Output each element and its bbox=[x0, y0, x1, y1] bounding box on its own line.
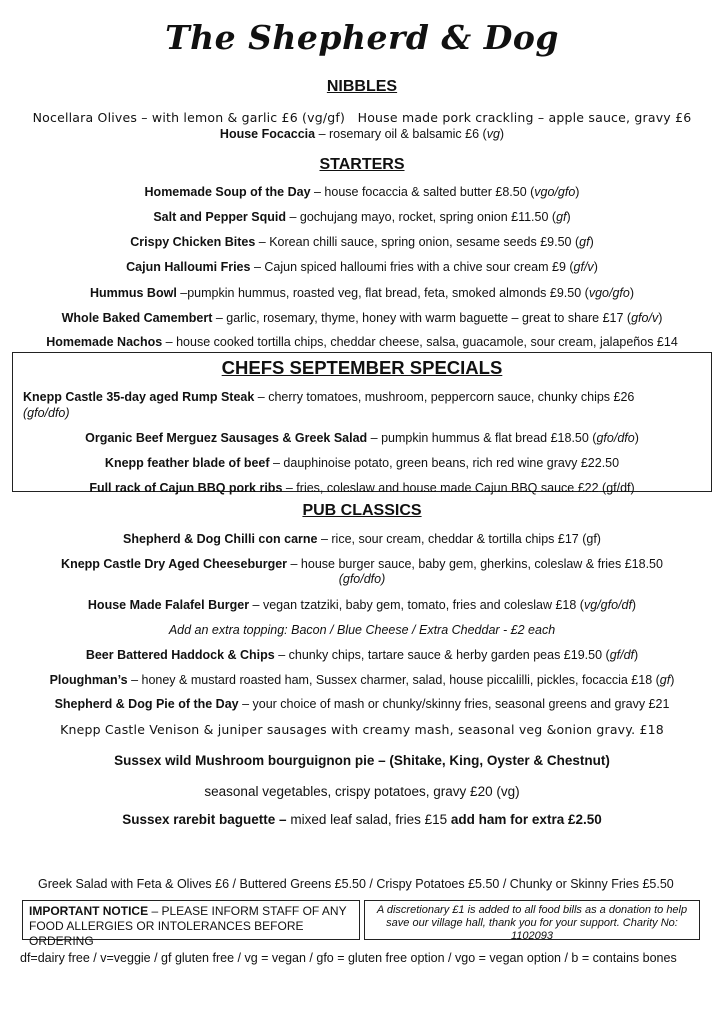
classic-diet: gf bbox=[659, 673, 671, 687]
focaccia-desc: – rosemary oil & balsamic £6 ( bbox=[315, 127, 487, 141]
starter-diet: gf/v bbox=[573, 260, 594, 274]
rarebit-desc: mixed leaf salad, fries £15 bbox=[286, 812, 451, 827]
classic-desc: – house burger sauce, baby gem, gherkins, coleslaw & fries £18.50 bbox=[287, 557, 663, 571]
rarebit-item bbox=[0, 812, 724, 827]
crackling-desc: – apple sauce, gravy £6 bbox=[533, 110, 692, 125]
special-name: Knepp Castle 35-day aged Rump Steak bbox=[23, 390, 255, 404]
special-desc: – dauphinoise potato, green beans, rich red wine gravy £22.50 bbox=[269, 456, 620, 470]
classic-desc: – vegan tzatziki, baby gem, tomato, fries and coleslaw £18 ( bbox=[249, 598, 584, 612]
venison-item: Knepp Castle Venison & juniper sausages with creamy mash, seasonal veg &onion gravy. £18 bbox=[60, 722, 664, 737]
classic-desc: – honey & mustard roasted ham, Sussex charmer, salad, house piccalilli, pickles, focaccia £18 ( bbox=[127, 673, 660, 687]
classic-item bbox=[0, 673, 724, 687]
special-diet: gfo/dfo bbox=[596, 431, 635, 445]
starter-item bbox=[0, 185, 724, 199]
starter-name: Hummus Bowl bbox=[89, 286, 177, 300]
classic-desc: – your choice of mash or chunky/skinny fries, seasonal greens and gravy £21 bbox=[238, 697, 670, 711]
classic-name: Shepherd & Dog Chilli con carne bbox=[123, 532, 318, 546]
starter-diet: gf bbox=[556, 210, 567, 224]
focaccia-diet: vg bbox=[486, 127, 500, 141]
charity-notice: A discretionary £1 is added to all food bills as a donation to help save our village hall, thank you for your support. Charity No: 1102093 bbox=[364, 900, 700, 940]
nibbles-heading: NIBBLES bbox=[326, 78, 398, 95]
allergy-notice-text: – PLEASE INFORM STAFF OF ANY FOOD ALLERGIES OR INTOLERANCES BEFORE ORDERING bbox=[29, 904, 347, 948]
starter-desc: – house cooked tortilla chips, cheddar cheese, salsa, guacamole, sour cream, jalapeños £14 bbox=[162, 335, 678, 349]
starter-item bbox=[0, 335, 724, 349]
starters-heading: STARTERS bbox=[319, 156, 405, 173]
focaccia-end: ) bbox=[499, 127, 505, 141]
classic-desc: – rice, sour cream, cheddar & tortilla chips £17 (gf) bbox=[317, 532, 601, 546]
classic-item bbox=[0, 557, 724, 571]
special-desc: – cherry tomatoes, mushroom, peppercorn sauce, chunky chips £26 bbox=[254, 390, 635, 404]
extra-topping-note: Add an extra topping: Bacon / Blue Cheese / Extra Cheddar - £2 each bbox=[168, 623, 556, 637]
starter-end: ) bbox=[589, 235, 594, 249]
special-item bbox=[13, 481, 711, 495]
starter-desc: –pumpkin hummus, roasted veg, flat bread, feta, smoked almonds £9.50 ( bbox=[176, 286, 589, 300]
starter-item bbox=[0, 235, 724, 249]
focaccia-name: House Focaccia bbox=[219, 127, 316, 141]
starter-diet: vgo/gfo bbox=[588, 286, 630, 300]
starter-end: ) bbox=[593, 260, 598, 274]
specials-heading: CHEFS SEPTEMBER SPECIALS bbox=[221, 357, 503, 378]
starter-desc: – Cajun spiced halloumi fries with a chive sour cream £9 ( bbox=[250, 260, 574, 274]
restaurant-title: The Shepherd & Dog bbox=[165, 18, 559, 57]
allergy-notice bbox=[22, 900, 360, 948]
sides-line: Greek Salad with Feta & Olives £6 / Buttered Greens £5.50 / Crispy Potatoes £5.50 / Chunky or Skinny Fries £5.50 bbox=[38, 877, 674, 891]
starter-end: ) bbox=[629, 286, 635, 300]
classic-diet: (gfo/dfo) bbox=[338, 572, 386, 586]
starter-item bbox=[0, 210, 724, 224]
classic-item bbox=[0, 532, 724, 546]
special-name: Organic Beef Merguez Sausages & Greek Salad bbox=[85, 431, 368, 445]
dietary-legend: df=dairy free / v=veggie / gf gluten free / vg = vegan / gfo = gluten free option / vgo = vegan option / b = contains bones bbox=[20, 951, 677, 965]
starter-name: Whole Baked Camembert bbox=[61, 311, 213, 325]
special-item bbox=[23, 389, 703, 421]
starter-diet: vgo/gfo bbox=[534, 185, 576, 199]
rarebit-name: Sussex rarebit baguette – bbox=[122, 812, 287, 827]
starter-diet: gfo/v bbox=[631, 311, 659, 325]
starter-end: ) bbox=[575, 185, 580, 199]
classic-end: ) bbox=[634, 648, 639, 662]
special-item bbox=[13, 456, 711, 470]
crackling-item: House made pork crackling bbox=[357, 110, 534, 125]
classic-name: Shepherd & Dog Pie of the Day bbox=[54, 697, 239, 711]
starter-name: Homemade Nachos bbox=[46, 335, 163, 349]
starter-name: Crispy Chicken Bites bbox=[130, 235, 256, 249]
classic-item bbox=[0, 598, 724, 612]
special-name: Full rack of Cajun BBQ pork ribs bbox=[89, 481, 283, 495]
starter-name: Cajun Halloumi Fries bbox=[126, 260, 251, 274]
specials-box bbox=[12, 352, 712, 495]
allergy-notice-title: IMPORTANT NOTICE bbox=[29, 904, 149, 918]
starter-name: Homemade Soup of the Day bbox=[144, 185, 311, 199]
starter-diet: gf bbox=[579, 235, 590, 249]
classic-name: House Made Falafel Burger bbox=[87, 598, 250, 612]
special-desc: – pumpkin hummus & flat bread £18.50 ( bbox=[367, 431, 597, 445]
special-item bbox=[13, 431, 711, 445]
nibbles-line-1 bbox=[0, 110, 724, 125]
starter-end: ) bbox=[566, 210, 571, 224]
classic-name: Ploughman’s bbox=[49, 673, 128, 687]
starter-desc: – house focaccia & salted butter £8.50 ( bbox=[310, 185, 535, 199]
mushroom-pie-item: Sussex wild Mushroom bourguignon pie – (Shitake, King, Oyster & Chestnut) bbox=[114, 753, 610, 768]
olives-item: Nocellara Olives – with lemon & garlic £6 (vg/gf) bbox=[32, 110, 346, 125]
classic-end: ) bbox=[631, 598, 637, 612]
mushroom-pie-desc: seasonal vegetables, crispy potatoes, gravy £20 (vg) bbox=[204, 784, 520, 799]
starter-end: ) bbox=[658, 311, 663, 325]
special-desc: – fries, coleslaw and house made Cajun BBQ sauce £22 (gf/df) bbox=[282, 481, 635, 495]
classics-heading: PUB CLASSICS bbox=[302, 502, 422, 519]
classic-diet: vg/gfo/df bbox=[583, 598, 632, 612]
special-diet: (gfo/dfo) bbox=[23, 406, 70, 420]
starter-item bbox=[0, 286, 724, 300]
starter-name: Salt and Pepper Squid bbox=[153, 210, 286, 224]
starter-item bbox=[0, 311, 724, 325]
special-end: ) bbox=[634, 431, 639, 445]
classic-diet: gf/df bbox=[609, 648, 635, 662]
starter-desc: – Korean chilli sauce, spring onion, sesame seeds £9.50 ( bbox=[255, 235, 580, 249]
classic-desc: – chunky chips, tartare sauce & herby garden peas £19.50 ( bbox=[274, 648, 610, 662]
starter-item bbox=[0, 260, 724, 274]
special-name: Knepp feather blade of beef bbox=[104, 456, 270, 470]
classic-item bbox=[0, 697, 724, 711]
rarebit-extra: add ham for extra £2.50 bbox=[450, 812, 602, 827]
classic-end: ) bbox=[670, 673, 675, 687]
classic-name: Beer Battered Haddock & Chips bbox=[85, 648, 275, 662]
starter-desc: – garlic, rosemary, thyme, honey with warm baguette – great to share £17 ( bbox=[212, 311, 632, 325]
nibbles-line-2 bbox=[0, 127, 724, 141]
classic-name: Knepp Castle Dry Aged Cheeseburger bbox=[61, 557, 288, 571]
classic-item bbox=[0, 648, 724, 662]
starter-desc: – gochujang mayo, rocket, spring onion £11.50 ( bbox=[285, 210, 557, 224]
